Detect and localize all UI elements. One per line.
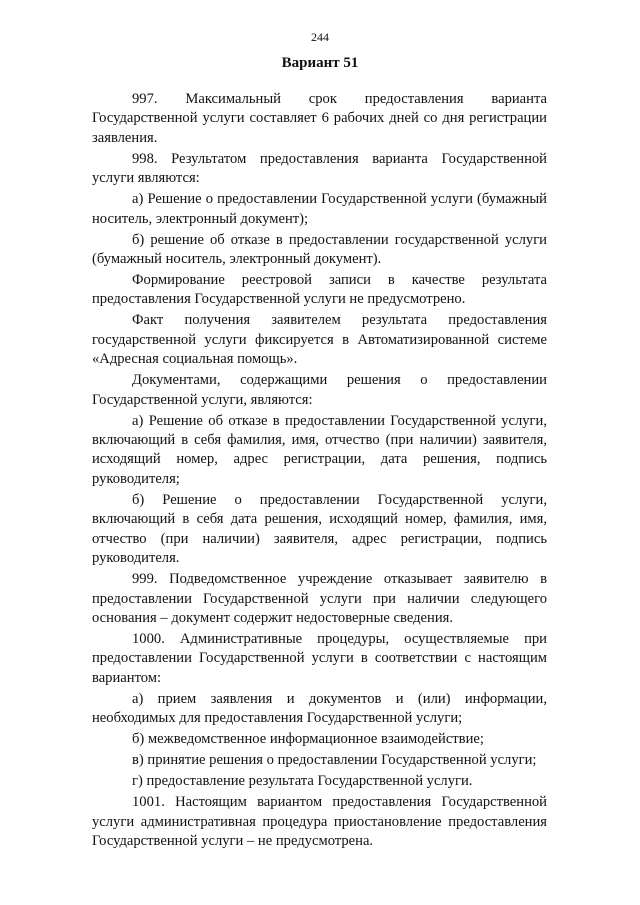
result-item-b: б) решение об отказе в предоставлении государственной услуги (бумажный носитель, электронный документ).	[92, 231, 547, 268]
procedure-item-a: а) прием заявления и документов и (или) информации, необходимых для предоставления Государственной услуги;	[92, 690, 547, 727]
document-item-b: б) Решение о предоставлении Государственной услуги, включающий в себя дата решения, исходящий номер, фамилия, имя, отчество (при наличии) заявителя, адрес регистрации, подпись руководителя.	[92, 491, 547, 567]
registry-record-paragraph: Формирование реестровой записи в качестве результата предоставления Государственной услуги не предусмотрено.	[92, 272, 547, 308]
section-title: Вариант 51	[281, 55, 359, 71]
paragraph-1001: 1001. Настоящим вариантом предоставления Государственной услуги административная процедура приостановление предоставления Государственной услуги – не предусмотрена.	[92, 794, 547, 849]
paragraph-998: 998. Результатом предоставления варианта Государственной услуги являются:	[92, 150, 547, 187]
procedure-item-g: г) предоставление результата Государственной услуги.	[132, 773, 473, 790]
fact-of-receipt-paragraph: Факт получения заявителем результата предоставления государственной услуги фиксируется в Автоматизированной системе «Адресная социальная помощь».	[92, 312, 547, 368]
documents-intro-paragraph: Документами, содержащими решения о предоставлении Государственной услуги, являются:	[92, 372, 547, 408]
document-body	[92, 90, 547, 853]
page-number: 244	[311, 30, 329, 44]
paragraph-999: 999. Подведомственное учреждение отказывает заявителю в предоставлении Государственной услуги при наличии следующего основания – документ содержит недостоверные сведения.	[92, 571, 547, 626]
paragraph-997: 997. Максимальный срок предоставления варианта Государственной услуги составляет 6 рабочих дней со дня регистрации заявления.	[92, 91, 547, 146]
document-item-a: а) Решение об отказе в предоставлении Государственной услуги, включающий в себя фамилия, имя, отчество (при наличии) заявителя, исходящий номер, адрес регистрации, дата решения, подпись руководителя;	[92, 412, 547, 487]
procedure-item-v: в) принятие решения о предоставлении Государственной услуги;	[132, 752, 537, 769]
procedure-item-b: б) межведомственное информационное взаимодействие;	[132, 731, 484, 748]
paragraph-1000: 1000. Административные процедуры, осуществляемые при предоставлении Государственной услуги в соответствии с настоящим вариантом:	[92, 630, 547, 686]
result-item-a: а) Решение о предоставлении Государственной услуги (бумажный носитель, электронный документ);	[92, 191, 547, 227]
